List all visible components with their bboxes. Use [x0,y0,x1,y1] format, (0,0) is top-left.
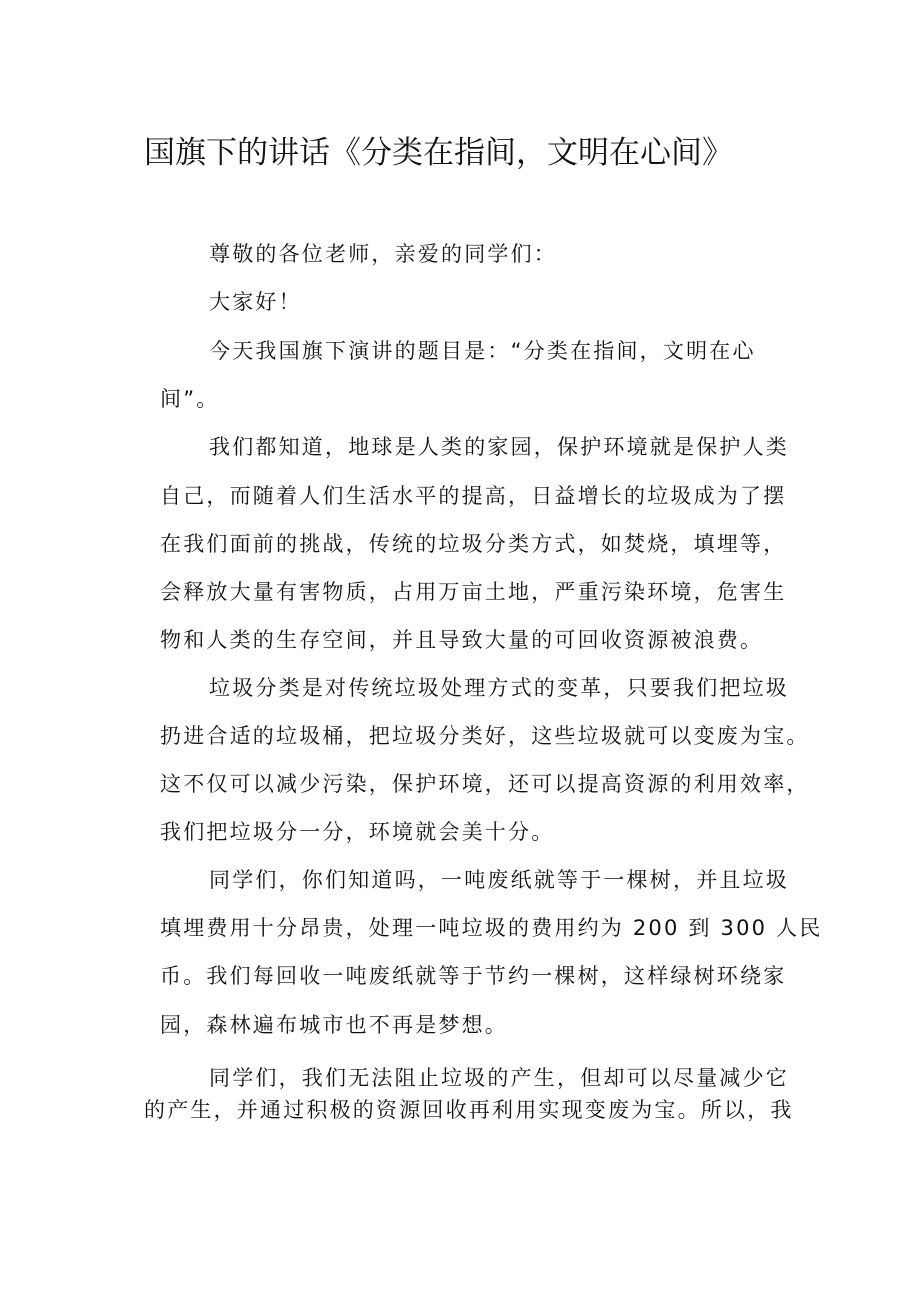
paragraph-1-line-2: 间”。 [160,387,220,411]
paragraph-3-line-4: 我们把垃圾分一分，环境就会美十分。 [160,820,555,844]
paragraph-5-line-2: 的产生，并通过积极的资源回收再利用实现变废为宝。所以，我 [144,1098,794,1122]
paragraph-3-line-2: 扔进合适的垃圾桶，把垃圾分类好，这些垃圾就可以变废为宝。 [160,724,810,748]
paragraph-4-line-3: 币。我们每回收一吨废纸就等于节约一棵树，这样绿树环绕家 [160,964,787,988]
paragraph-2-line-5: 物和人类的生存空间，并且导致大量的可回收资源被浪费。 [160,628,764,652]
paragraph-4-line-1: 同学们，你们知道吗，一吨废纸就等于一棵树，并且垃圾 [209,868,789,892]
greeting: 大家好！ [209,290,302,314]
paragraph-3-line-1: 垃圾分类是对传统垃圾处理方式的变革，只要我们把垃圾 [209,676,789,700]
paragraph-2-line-4: 会释放大量有害物质，占用万亩土地，严重污染环境，危害生 [160,580,787,604]
paragraph-2-line-2: 自己，而随着人们生活水平的提高，日益增长的垃圾成为了摆 [160,484,787,508]
salutation: 尊敬的各位老师，亲爱的同学们： [209,242,557,266]
paragraph-1-line-1: 今天我国旗下演讲的题目是：“分类在指间，文明在心 [209,339,756,363]
paragraph-3-line-3: 这不仅可以减少污染，保护环境，还可以提高资源的利用效率， [160,772,810,796]
paragraph-5-line-1: 同学们，我们无法阻止垃圾的产生，但却可以尽量减少它 [209,1066,789,1090]
document-title: 国旗下的讲话《分类在指间，文明在心间》 [144,135,733,171]
paragraph-4-line-2: 填埋费用十分昂贵，处理一吨垃圾的费用约为 200 到 300 人民 [160,916,823,940]
paragraph-2-line-3: 在我们面前的挑战，传统的垃圾分类方式，如焚烧，填埋等， [160,532,787,556]
paragraph-4-line-4: 园，森林遍布城市也不再是梦想。 [160,1013,508,1037]
paragraph-2-line-1: 我们都知道，地球是人类的家园，保护环境就是保护人类 [209,435,789,459]
